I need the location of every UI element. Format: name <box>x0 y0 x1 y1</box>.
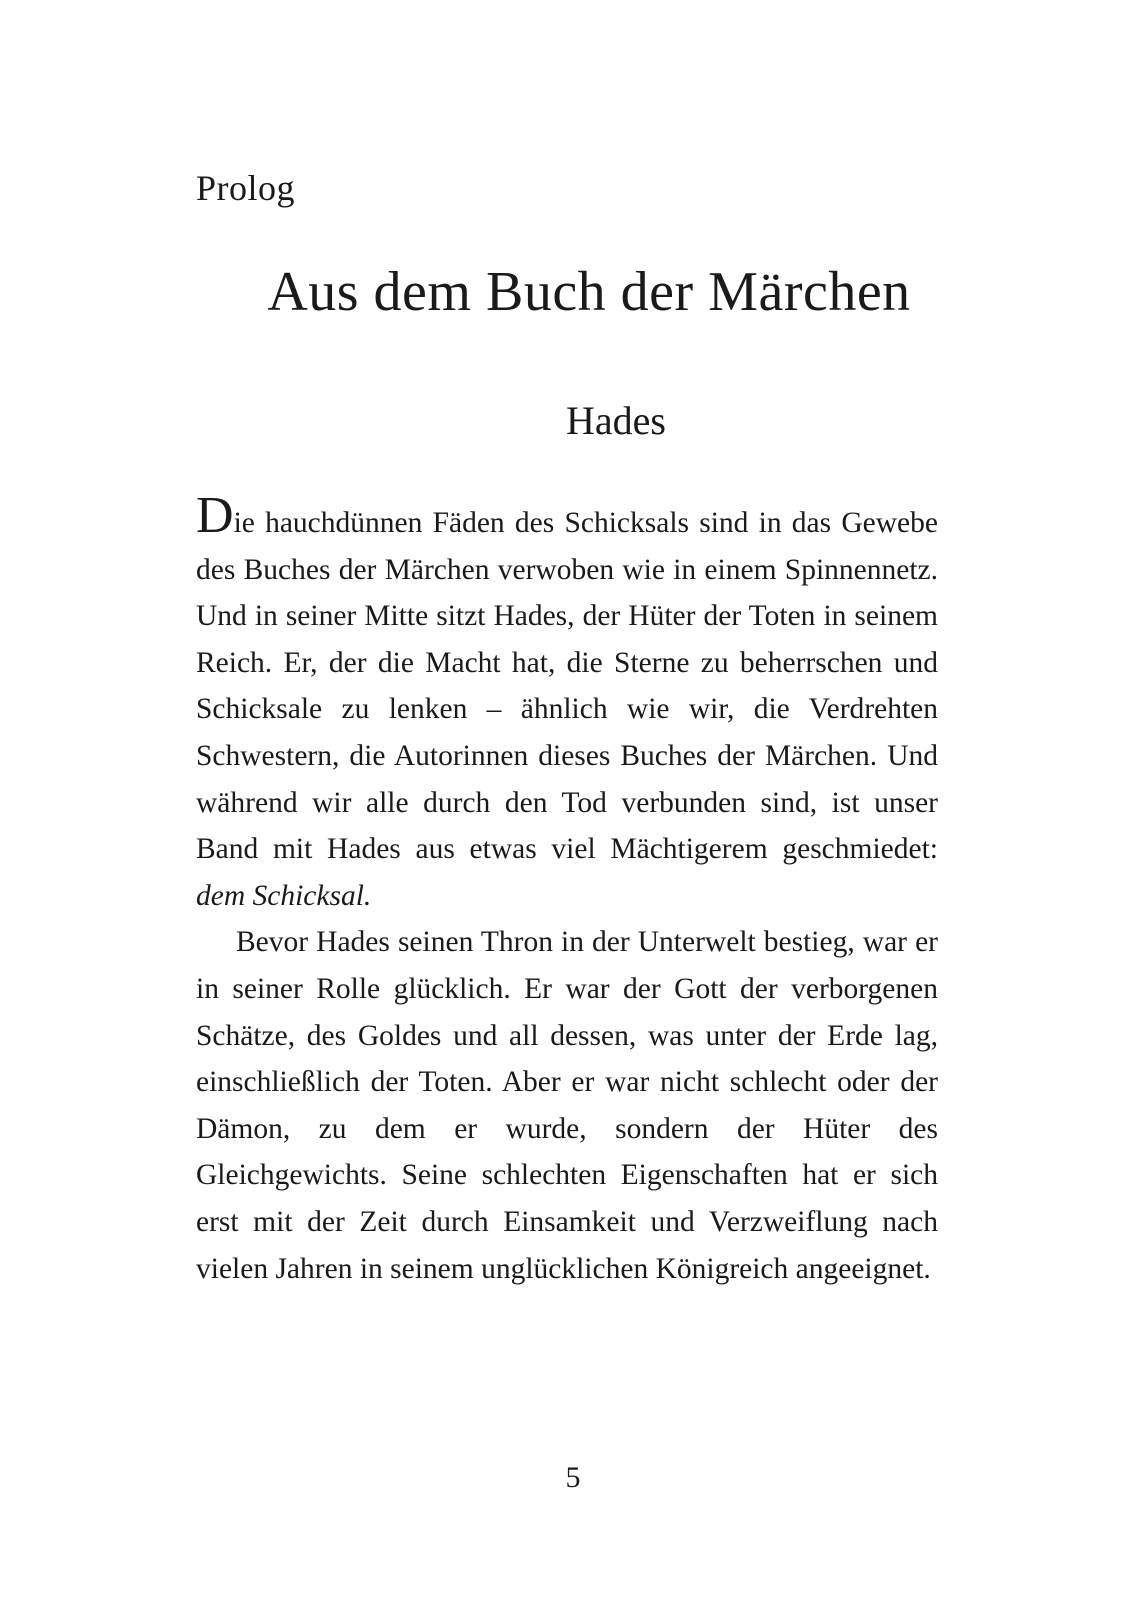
book-title: Aus dem Buch der Märchen <box>267 261 911 323</box>
section-title: Hades <box>566 398 666 443</box>
paragraph-2-text: Bevor Hades seinen Thron in der Unterwelt bestieg, war er in seiner Rolle glücklich. Er war der Gott der verborgenen Schätze, des Goldes und all dessen, was unter der Erde lag, einschließlich der Toten. Aber er war nicht schlecht oder der Dämon, zu dem er wurde, sondern der Hüter des Gleichgewichts. Seine schlechten Eigenschaften hat er sich erst mit der Zeit durch Einsamkeit und Verzweiflung nach vielen Jahren in seinem unglücklichen Königreich angeeignet. <box>196 926 938 1285</box>
drop-cap-initial: D <box>196 487 234 544</box>
page-number: 5 <box>565 1461 581 1494</box>
paragraph-1 <box>196 487 938 919</box>
paragraph-1-text: ie hauchdünnen Fäden des Schicksals sind in das Gewebe des Buches der Märchen verwoben wie in einem Spinnennetz. Und in seiner Mitte sitzt Hades, der Hüter der Toten in seinem Reich. Er, der die Macht hat, die Sterne zu beherrschen und Schicksale zu lenken – ähnlich wie wir, die Verdrehten Schwestern, die Autorinnen dieses Buches der Märchen. Und während wir alle durch den Tod verbunden sind, ist unser Band mit Hades aus etwas viel Mächtigerem geschmiedet: <box>196 507 938 866</box>
paragraph-1-italic-phrase: dem Schicksal. <box>196 879 372 912</box>
paragraph-2 <box>196 919 938 1292</box>
body-text <box>196 487 938 1292</box>
chapter-label: Prolog <box>196 168 296 208</box>
